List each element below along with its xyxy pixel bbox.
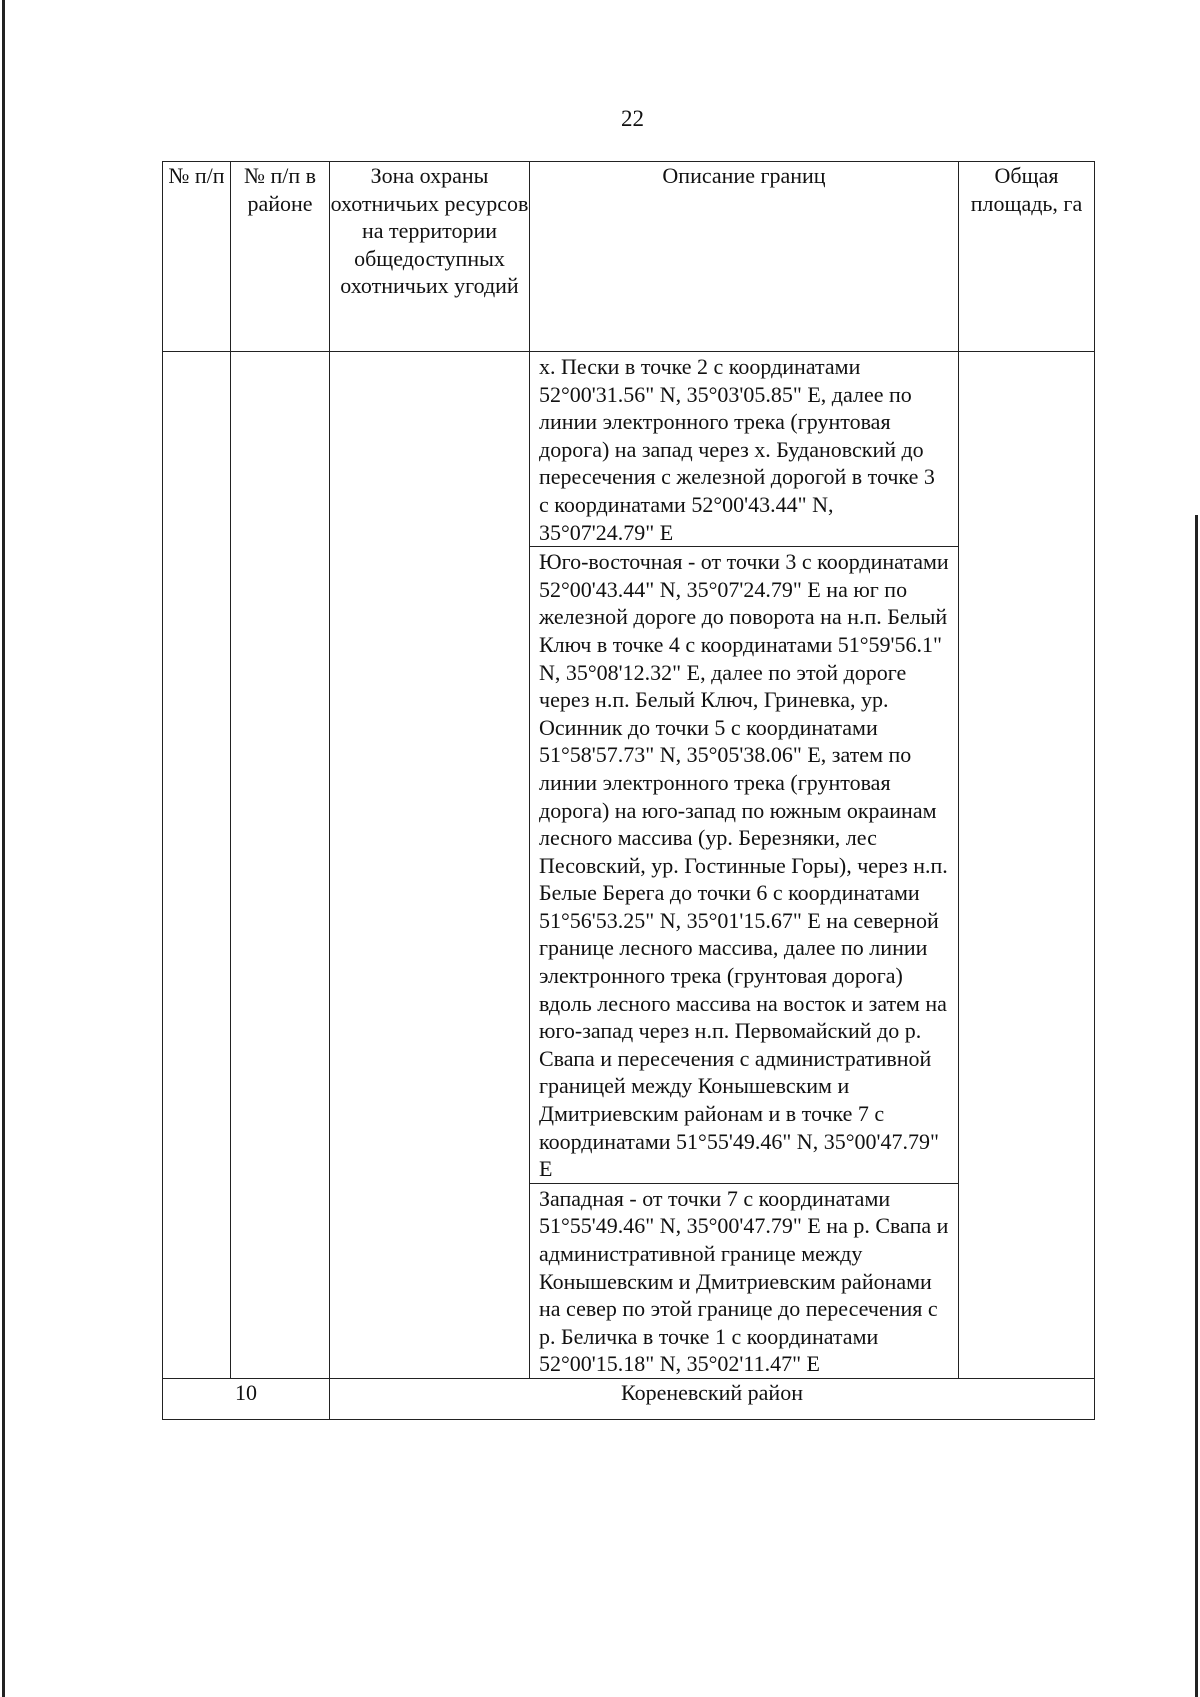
section-title: Кореневский район	[330, 1378, 1095, 1419]
boundaries-table-container	[162, 161, 1094, 1420]
boundaries-table	[162, 161, 1095, 1420]
header-number: № п/п	[163, 162, 231, 352]
header-district-number: № п/п в районе	[231, 162, 330, 352]
description-block-continuation: х. Пески в точке 2 с координатами 52°00'31.56" N, 35°03'05.85" E, далее по линии электронного трека (грунтовая дорога) на запад через х. Будановский до пересечения с железной дорогой в точке 3 с координатами 52°00'43.44" N, 35°07'24.79" E	[530, 352, 958, 547]
section-number: 10	[163, 1378, 330, 1419]
table-row	[163, 352, 1095, 1379]
table-header-row	[163, 162, 1095, 352]
header-description: Описание границ	[530, 162, 959, 352]
cell-zone-empty	[330, 352, 530, 1379]
cell-district-number-empty	[231, 352, 330, 1379]
scan-edge-right	[1195, 515, 1198, 1697]
header-zone: Зона охраны охотничьих ресурсов на территории общедоступных охотничьих угодий	[330, 162, 530, 352]
page-number: 22	[621, 106, 644, 131]
cell-area-empty	[959, 352, 1095, 1379]
scan-edge-left	[2, 0, 5, 1697]
description-block-west: Западная - от точки 7 с координатами 51°55'49.46" N, 35°00'47.79" E на р. Свапа и административной границе между Конышевским и Дмитриевским районами на север по этой границе до пересечения с р. Беличка в точке 1 с координатами 52°00'15.18" N, 35°02'11.47" E	[539, 1185, 949, 1377]
cell-description	[530, 352, 959, 1379]
cell-number-empty	[163, 352, 231, 1379]
header-area: Общая площадь, га	[959, 162, 1095, 352]
description-block-southeast: Юго-восточная - от точки 3 с координатами 52°00'43.44" N, 35°07'24.79" E на юг по железной дороге до поворота на н.п. Белый Ключ в точке 4 с координатами 51°59'56.1" N, 35°08'12.32" E, далее по этой дороге через н.п. Белый Ключ, Гриневка, ур. Осинник до точки 5 с координатами 51°58'57.73" N, 35°05'38.06" E, затем по линии электронного трека (грунтовая дорога) на юго-запад по южным окраинам лесного массива (ур. Березняки, лес Песовский, ур. Гостинные Горы), через н.п. Белые Берега до точки 6 с координатами 51°56'53.25" N, 35°01'15.67" E на северной границе лесного массива, далее по линии электронного трека (грунтовая дорога) вдоль лесного массива на восток и затем на юго-запад через н.п. Первомайский до р. Свапа и пересечения с административной границей между Конышевским и Дмитриевским районам и в точке 7 с координатами 51°55'49.46" N, 35°00'47.79" E	[530, 547, 958, 1184]
section-row	[163, 1378, 1095, 1419]
